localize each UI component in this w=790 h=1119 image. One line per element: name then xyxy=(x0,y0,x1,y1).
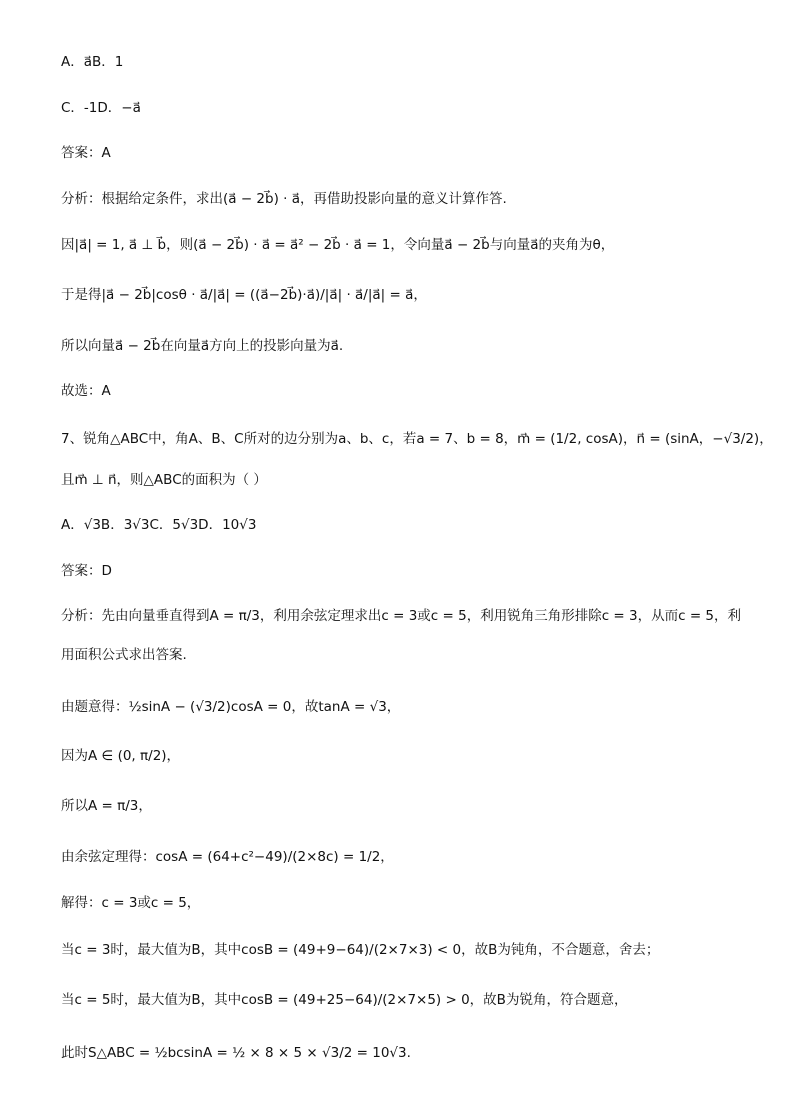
analysis-line: 分析：先由向量垂直得到A = π/3，利用余弦定理求出c = 3或c = 5，利用锐角三角形排除c = 3，从而c = 5，利 xyxy=(61,608,742,624)
solution-line: 此时S△ABC = ½bcsinA = ½ × 8 × 5 × √3/2 = 10√3. xyxy=(61,1045,411,1061)
analysis-line: 分析：根据给定条件，求出(a⃗ − 2b⃗) · a⃗，再借助投影向量的意义计算作答. xyxy=(61,191,507,207)
solution-line: 因为A ∈ (0, π/2)， xyxy=(61,748,181,764)
option-line-ab: A．a⃗B．1 xyxy=(61,54,124,70)
answer-line: 答案：A xyxy=(61,145,111,161)
answer-line: 答案：D xyxy=(61,563,112,579)
solution-line: 因|a⃗| = 1, a⃗ ⊥ b⃗，则(a⃗ − 2b⃗) · a⃗ = a⃗² − 2b⃗ · a⃗ = 1，令向量a⃗ − 2b⃗与向量a⃗的夹角为θ， xyxy=(61,237,615,253)
solution-line: 当c = 3时，最大值为B，其中cosB = (49+9−64)/(2×7×3) < 0，故B为钝角，不合题意，舍去； xyxy=(61,942,660,958)
option-line-cd: C．-1D．−a⃗ xyxy=(61,100,141,116)
choice-line: 故选：A xyxy=(61,383,111,399)
question-line: 7、锐角△ABC中，角A、B、C所对的边分别为a、b、c，若a = 7、b = 8，m⃗ = (1/2, cosA)，n⃗ = (sinA，−√3/2)， xyxy=(61,431,773,447)
solution-line: 解得：c = 3或c = 5， xyxy=(61,895,201,911)
option-line: A．√3B．3√3C．5√3D．10√3 xyxy=(61,517,257,533)
solution-line: 所以A = π/3， xyxy=(61,798,152,814)
solution-line: 于是得|a⃗ − 2b⃗|cosθ · a⃗/|a⃗| = ((a⃗−2b⃗)·a⃗)/|a⃗| · a⃗/|a⃗| = a⃗， xyxy=(61,287,427,303)
solution-line: 由题意得：½sinA − (√3/2)cosA = 0，故tanA = √3， xyxy=(61,699,401,715)
solution-line: 由余弦定理得：cosA = (64+c²−49)/(2×8c) = 1/2， xyxy=(61,849,394,865)
analysis-line: 用面积公式求出答案. xyxy=(61,647,187,663)
question-line: 且m⃗ ⊥ n⃗，则△ABC的面积为（ ） xyxy=(61,472,267,488)
solution-line: 当c = 5时，最大值为B，其中cosB = (49+25−64)/(2×7×5) > 0，故B为锐角，符合题意， xyxy=(61,992,628,1008)
solution-line: 所以向量a⃗ − 2b⃗在向量a⃗方向上的投影向量为a⃗. xyxy=(61,338,344,354)
